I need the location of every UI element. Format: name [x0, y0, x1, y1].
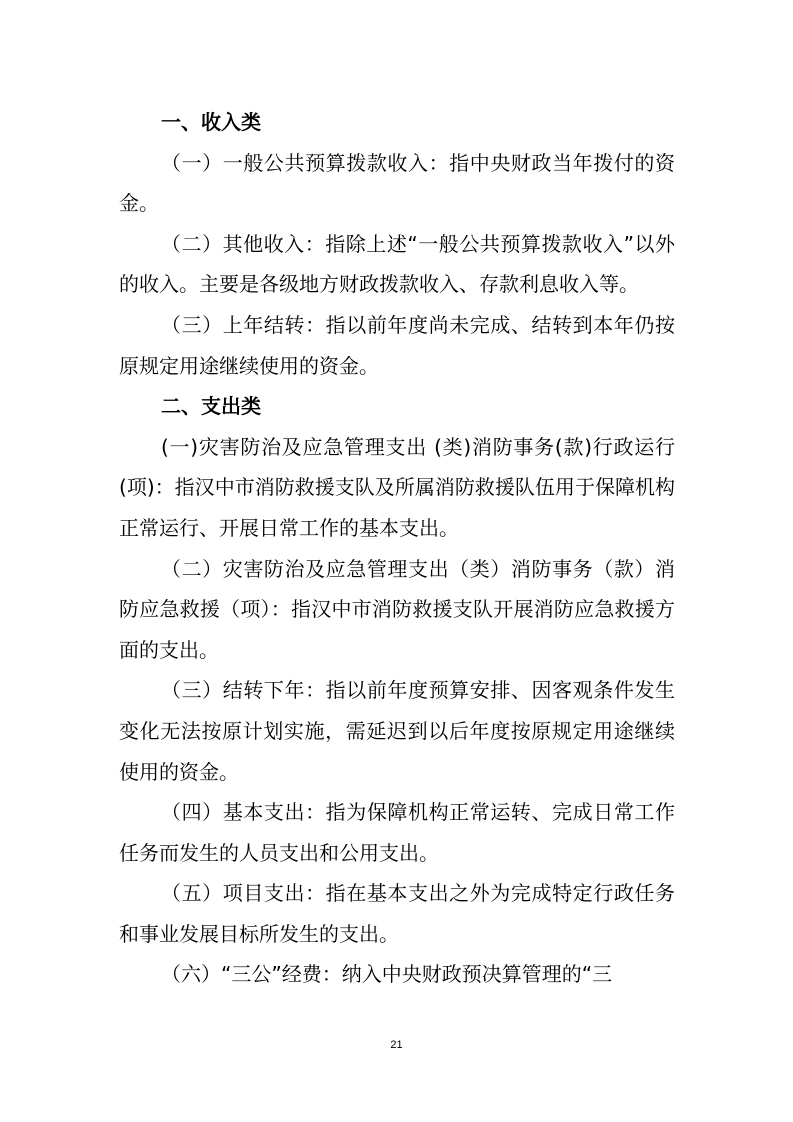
paragraph-project-expenditure: （五）项目支出：指在基本支出之外为完成特定行政任务和事业发展目标所发生的支出。	[119, 881, 675, 946]
document-body	[119, 102, 675, 995]
paragraph-general-budget-income: （一）一般公共预算拨款收入：指中央财政当年拨付的资金。	[119, 150, 675, 216]
paragraph-emergency-rescue: （二）灾害防治及应急管理支出（类）消防事务（款）消防应急救援（项）：指汉中市消防救援支队开展消防应急救援方面的支出。	[119, 556, 675, 662]
page-number: 21	[390, 1039, 403, 1051]
section-heading-income: 一、收入类	[161, 110, 261, 134]
paragraph-three-public-expenses: （六）“三公”经费：纳入中央财政预决算管理的“三	[161, 962, 613, 987]
paragraph-prior-year-carryover: （三）上年结转：指以前年度尚未完成、结转到本年仍按原规定用途继续使用的资金。	[119, 312, 675, 378]
paragraph-basic-expenditure: （四）基本支出：指为保障机构正常运转、完成日常工作任务而发生的人员支出和公用支出。	[119, 800, 675, 865]
paragraph-administrative-operation: (一)灾害防治及应急管理支出 (类)消防事务(款)行政运行(项)：指汉中市消防救援支队及所属消防救援队伍用于保障机构正常运行、开展日常工作的基本支出。	[119, 434, 675, 540]
section-heading-expenditure: 二、支出类	[161, 394, 261, 419]
paragraph-carryover-next-year: （三）结转下年：指以前年度预算安排、因客观条件发生变化无法按原计划实施，需延迟到以后年度按原规定用途继续使用的资金。	[119, 678, 675, 784]
paragraph-other-income: （二）其他收入：指除上述“一般公共预算拨款收入”以外的收入。主要是各级地方财政拨款收入、存款利息收入等。	[119, 231, 675, 297]
